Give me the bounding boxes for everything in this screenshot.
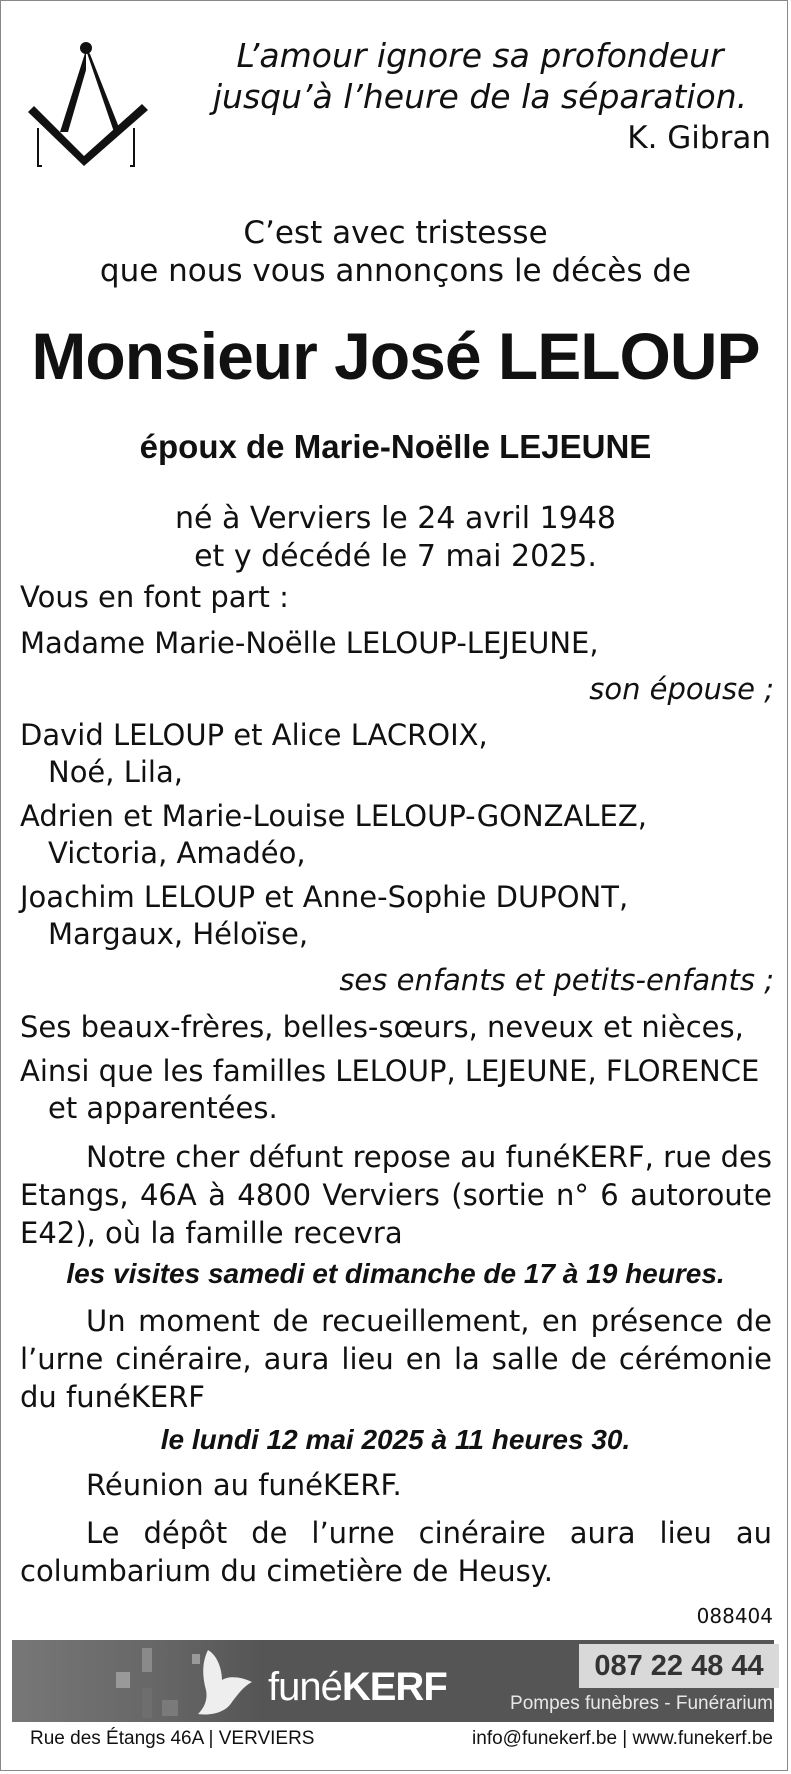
- death-line: et y décédé le 7 mai 2025.: [194, 539, 597, 574]
- family-spouse: Madame Marie-Noëlle LELOUP-LEJEUNE,: [20, 626, 599, 660]
- reunion-line: Réunion au funéKERF.: [86, 1468, 402, 1502]
- deceased-name: Monsieur José LELOUP: [31, 319, 760, 393]
- family-child-1: David LELOUP et Alice LACROIX,: [20, 718, 488, 752]
- repose-paragraph: Notre cher défunt repose au funéKERF, rue des Etangs, 46A à 4800 Verviers (sortie n° 6 autoroute E42), où la famille recevra: [20, 1140, 772, 1250]
- footer-brand: [268, 1665, 447, 1710]
- family-inlaws: Ses beaux-frères, belles-sœurs, neveux et nièces,: [20, 1010, 744, 1044]
- intro-line-2: que nous vous annonçons le décès de: [99, 253, 692, 289]
- reference-number: 088404: [696, 1604, 773, 1628]
- footer-tagline: Pompes funèbres - Funérarium: [510, 1693, 773, 1714]
- intro-line-1: C’est avec tristesse: [243, 215, 548, 251]
- urn-paragraph: Le dépôt de l’urne cinéraire aura lieu au columbarium du cimetière de Heusy.: [20, 1516, 772, 1588]
- ceremony-date: le lundi 12 mai 2025 à 11 heures 30.: [160, 1424, 631, 1455]
- footer-brand-bold: KERF: [341, 1665, 447, 1709]
- spouse-line: époux de Marie-Noëlle LEJEUNE: [139, 428, 652, 465]
- quote-line-2: jusqu’à l’heure de la séparation.: [212, 77, 748, 116]
- square-and-compass-icon: [24, 40, 154, 180]
- family-grandchildren-1: Noé, Lila,: [48, 755, 183, 789]
- family-grandchildren-3: Margaux, Héloïse,: [48, 917, 309, 951]
- family-heading: Vous en font part :: [20, 580, 289, 614]
- footer-brand-light: funé: [268, 1665, 342, 1709]
- family-child-2: Adrien et Marie-Louise LELOUP-GONZALEZ,: [20, 799, 647, 833]
- family-related: et apparentées.: [48, 1091, 278, 1125]
- dove-icon: [188, 1646, 258, 1720]
- visits-line: les visites samedi et dimanche de 17 à 19 heures.: [66, 1258, 725, 1289]
- footer-phone[interactable]: 087 22 48 44: [579, 1644, 779, 1688]
- children-role: ses enfants et petits-enfants ;: [339, 963, 774, 997]
- ceremony-paragraph: Un moment de recueillement, en présence de l’urne cinéraire, aura lieu en la salle de cérémonie du funéKERF: [20, 1304, 772, 1414]
- family-families: Ainsi que les familles LELOUP, LEJEUNE, FLORENCE: [20, 1054, 760, 1088]
- family-child-3: Joachim LELOUP et Anne-Sophie DUPONT,: [20, 880, 629, 914]
- quote-author: K. Gibran: [627, 120, 771, 156]
- quote-line-1: L’amour ignore sa profondeur: [236, 36, 724, 75]
- birth-line: né à Verviers le 24 avril 1948: [174, 501, 617, 536]
- footer-contact[interactable]: info@funekerf.be | www.funekerf.be: [472, 1728, 773, 1749]
- footer-address: Rue des Étangs 46A | VERVIERS: [30, 1728, 315, 1749]
- family-grandchildren-2: Victoria, Amadéo,: [48, 836, 306, 870]
- spouse-role: son épouse ;: [589, 672, 774, 706]
